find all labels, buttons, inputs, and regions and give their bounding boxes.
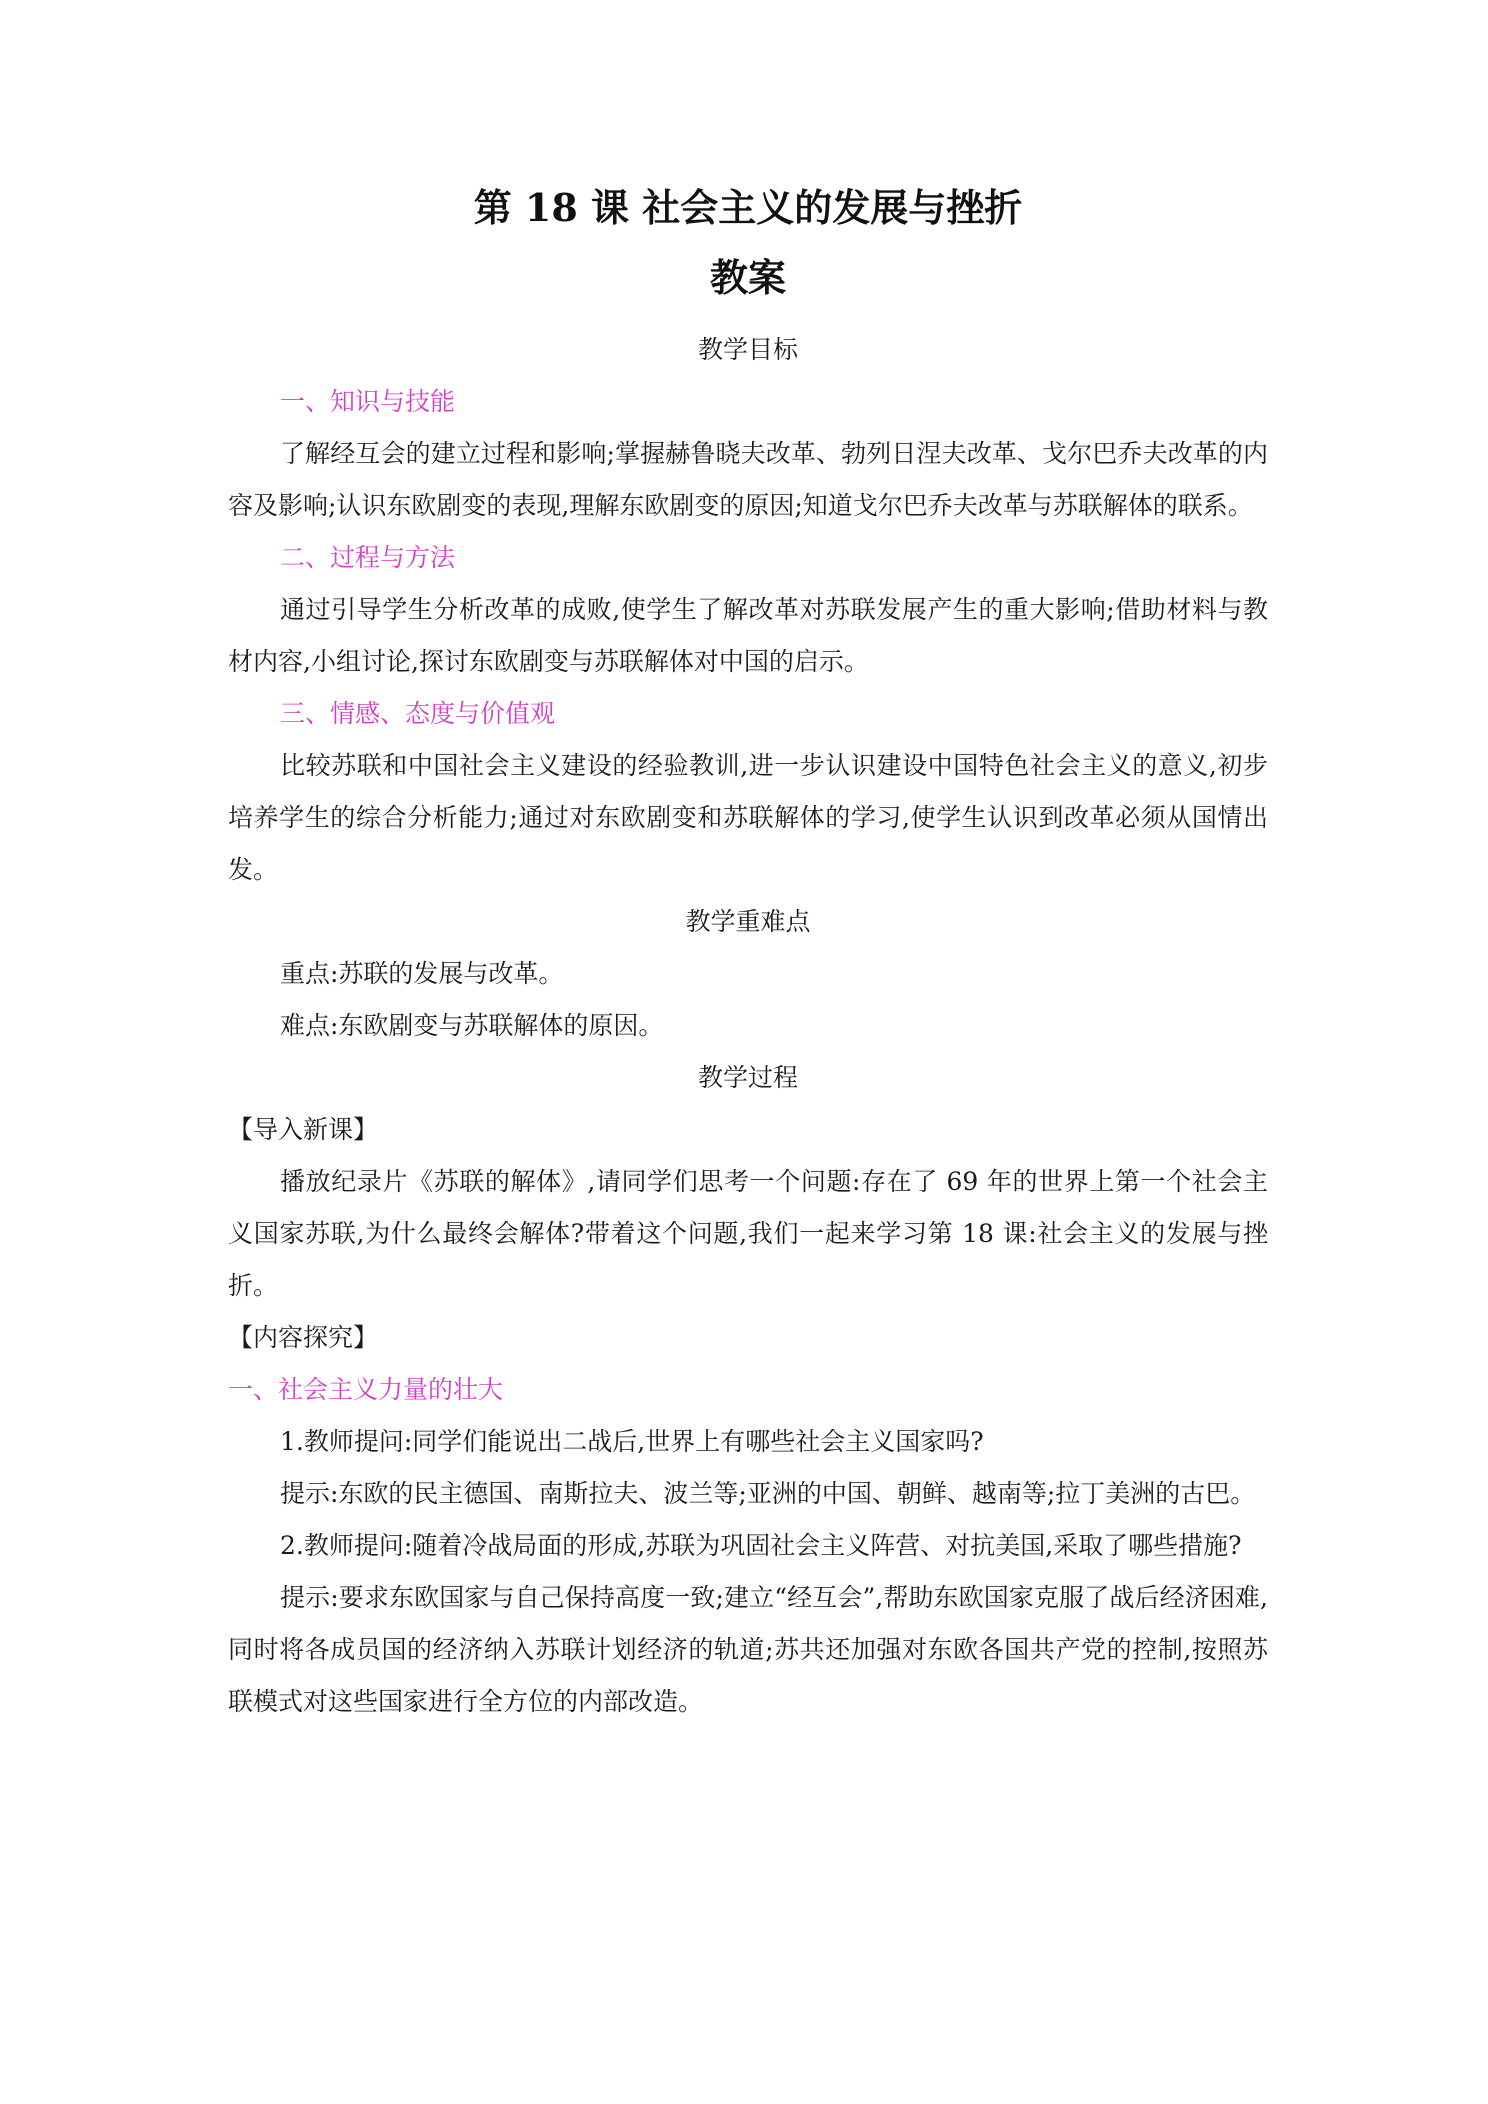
section-knowledge-heading: 一、知识与技能 — [280, 387, 456, 416]
lesson-title: 第 18 课 社会主义的发展与挫折 — [473, 185, 1023, 230]
explore-label: 【内容探究】 — [228, 1323, 379, 1352]
intro-label: 【导入新课】 — [228, 1115, 379, 1144]
answer-1: 提示:东欧的民主德国、南斯拉夫、波兰等;亚洲的中国、朝鲜、越南等;拉丁美洲的古巴。 — [280, 1479, 1256, 1508]
answer-2: 提示:要求东欧国家与自己保持高度一致;建立“经互会”,帮助东欧国家克服了战后经济困难,同时将各成员国的经济纳入苏联计划经济的轨道;苏共还加强对东欧各国共产党的控制,按照苏联模式对这些国家进行全方位的内部改造。 — [228, 1583, 1268, 1716]
section-values-heading: 三、情感、态度与价值观 — [280, 699, 556, 728]
process-heading: 教学过程 — [697, 1063, 798, 1092]
difficulty-text: 难点:东欧剧变与苏联解体的原因。 — [280, 1011, 664, 1040]
intro-text: 播放纪录片《苏联的解体》,请同学们思考一个问题:存在了 69 年的世界上第一个社会主义国家苏联,为什么最终会解体?带着这个问题,我们一起来学习第 18 课:社会主义的发展与挫折。 — [228, 1167, 1268, 1300]
question-2: 2.教师提问:随着冷战局面的形成,苏联为巩固社会主义阵营、对抗美国,采取了哪些措施? — [280, 1531, 1242, 1560]
section-process-text: 通过引导学生分析改革的成败,使学生了解改革对苏联发展产生的重大影响;借助材料与教材内容,小组讨论,探讨东欧剧变与苏联解体对中国的启示。 — [228, 595, 1268, 676]
keypoint-text: 重点:苏联的发展与改革。 — [280, 959, 564, 988]
goals-heading: 教学目标 — [697, 335, 798, 364]
document-page — [228, 180, 1268, 1728]
part1-heading: 一、社会主义力量的壮大 — [228, 1375, 504, 1404]
question-1: 1.教师提问:同学们能说出二战后,世界上有哪些社会主义国家吗? — [280, 1427, 984, 1456]
section-knowledge-text: 了解经互会的建立过程和影响;掌握赫鲁晓夫改革、勃列日涅夫改革、戈尔巴乔夫改革的内容及影响;认识东欧剧变的表现,理解东欧剧变的原因;知道戈尔巴乔夫改革与苏联解体的联系。 — [228, 439, 1268, 520]
section-values-text: 比较苏联和中国社会主义建设的经验教训,进一步认识建设中国特色社会主义的意义,初步培养学生的综合分析能力;通过对东欧剧变和苏联解体的学习,使学生认识到改革必须从国情出发。 — [228, 751, 1268, 884]
section-process-heading: 二、过程与方法 — [280, 543, 456, 572]
keypoints-heading: 教学重难点 — [685, 907, 811, 936]
doc-subtitle: 教案 — [709, 255, 786, 300]
